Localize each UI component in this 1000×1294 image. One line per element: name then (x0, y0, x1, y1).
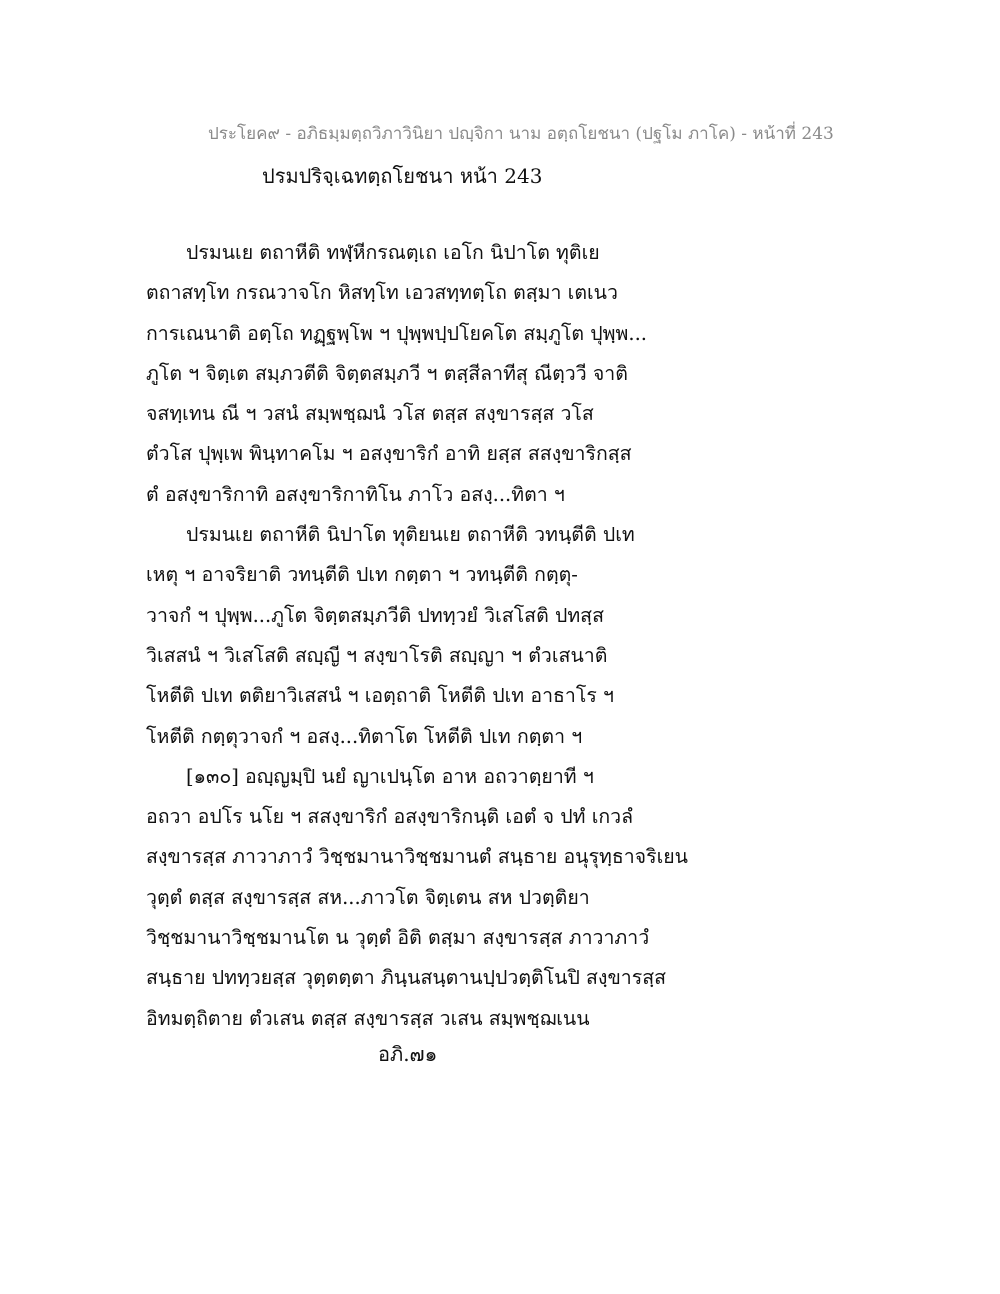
text-line: สงฺขารสฺส ภาวาภาวํ วิชฺชมานาวิชฺชมานตํ สนฺธาย อนุรุทฺธาจริเยน (146, 845, 689, 869)
page-title: ปรมปริจฺเฉทตฺถโยชนา หน้า 243 (262, 164, 543, 188)
text-line: โหตีติ กตฺตุวาจกํ ฯ อสงฺ...ทิตาโต โหตีติ ปเท กตฺตา ฯ (146, 724, 583, 748)
text-line: ตํวโส ปุพฺเพ พินฺทาคโม ฯ อสงฺขาริกํ อาทิ ยสฺส สสงฺขาริกสฺส (146, 442, 632, 466)
text-line: จสทฺเทน ณี ฯ วสนํ สมฺพชฺฌนํ วโส ตสฺส สงฺขารสฺส วโส (146, 402, 594, 426)
text-line: เหตุ ฯ อาจริยาติ วทนฺตีติ ปเท กตฺตา ฯ วทนฺตีติ กตฺตุ- (146, 563, 578, 587)
text-line: ปรมนเย ตถาหีติ นิปาโต ทุติยนเย ตถาหีติ วทนฺตีติ ปเท (186, 523, 635, 547)
text-line: อถวา อปโร นโย ฯ สสงฺขาริกํ อสงฺขาริกนฺติ เอตํ จ ปทํ เกวลํ (146, 805, 634, 829)
text-line: วุตฺตํ ตสฺส สงฺขารสฺส สห...ภาวโต จิตฺเตน สห ปวตฺติยา (146, 885, 590, 909)
text-line: วาจกํ ฯ ปุพฺพ...ภูโต จิตฺตสมฺภวีติ ปททฺวยํ วิเสโสติ ปทสฺส (146, 603, 604, 627)
running-header: ประโยค๙ - อภิธมฺมตฺถวิภาวินิยา ปญฺจิกา นาม อตฺถโยชนา (ปฐโม ภาโค) - หน้าที่ 243 (208, 124, 834, 144)
text-line: อิทมตฺถิตาย ตํวเสน ตสฺส สงฺขารสฺส วเสน สมฺพชฺฌเนน (146, 1006, 590, 1030)
text-line: โหตีติ ปเท ตติยาวิเสสนํ ฯ เอตฺถาติ โหตีติ ปเท อาธาโร ฯ (146, 684, 614, 708)
text-line: [๑๓๐] อญฺญมฺปิ นยํ ญาเปนฺโต อาห อถวาตฺยาที ฯ (186, 764, 594, 788)
text-line: ภูโต ฯ จิตฺเต สมฺภวตีติ จิตฺตสมฺภวี ฯ ตสฺสีลาทีสุ ณีตฺววี จาติ (146, 361, 628, 385)
text-line: ปรมนเย ตถาหีติ ทฬฺหีกรณตฺเถ เอโก นิปาโต ทุติเย (186, 241, 600, 264)
text-line: วิชฺชมานาวิชฺชมานโต น วุตฺตํ อิติ ตสฺมา สงฺขารสฺส ภาวาภาวํ (146, 926, 650, 950)
text-line: ตํ อสงฺขาริกาทิ อสงฺขาริกาทิโน ภาโว อสงฺ...ทิตา ฯ (146, 482, 565, 506)
page-footer-signature: อภิ.๗๑ (378, 1042, 438, 1066)
body-text (146, 233, 706, 1039)
text-line: วิเสสนํ ฯ วิเสโสติ สญฺญี ฯ สงฺขาโรติ สญฺญา ฯ ตํวเสนาติ (146, 643, 608, 667)
text-line: ตถาสทฺโท กรณวาจโก หิสทฺโท เอวสทฺทตฺโถ ตสฺมา เตเนว (146, 281, 618, 305)
text-line: การเณนาติ อตฺโถ ทฏฺฐพฺโพ ฯ ปุพฺพปฺปโยคโต สมฺภูโต ปุพฺพ... (146, 321, 647, 345)
text-line: สนฺธาย ปททฺวยสฺส วุตฺตตฺตา ภินฺนสนฺตานปฺปวตฺติโนปิ สงฺขารสฺส (146, 966, 667, 990)
